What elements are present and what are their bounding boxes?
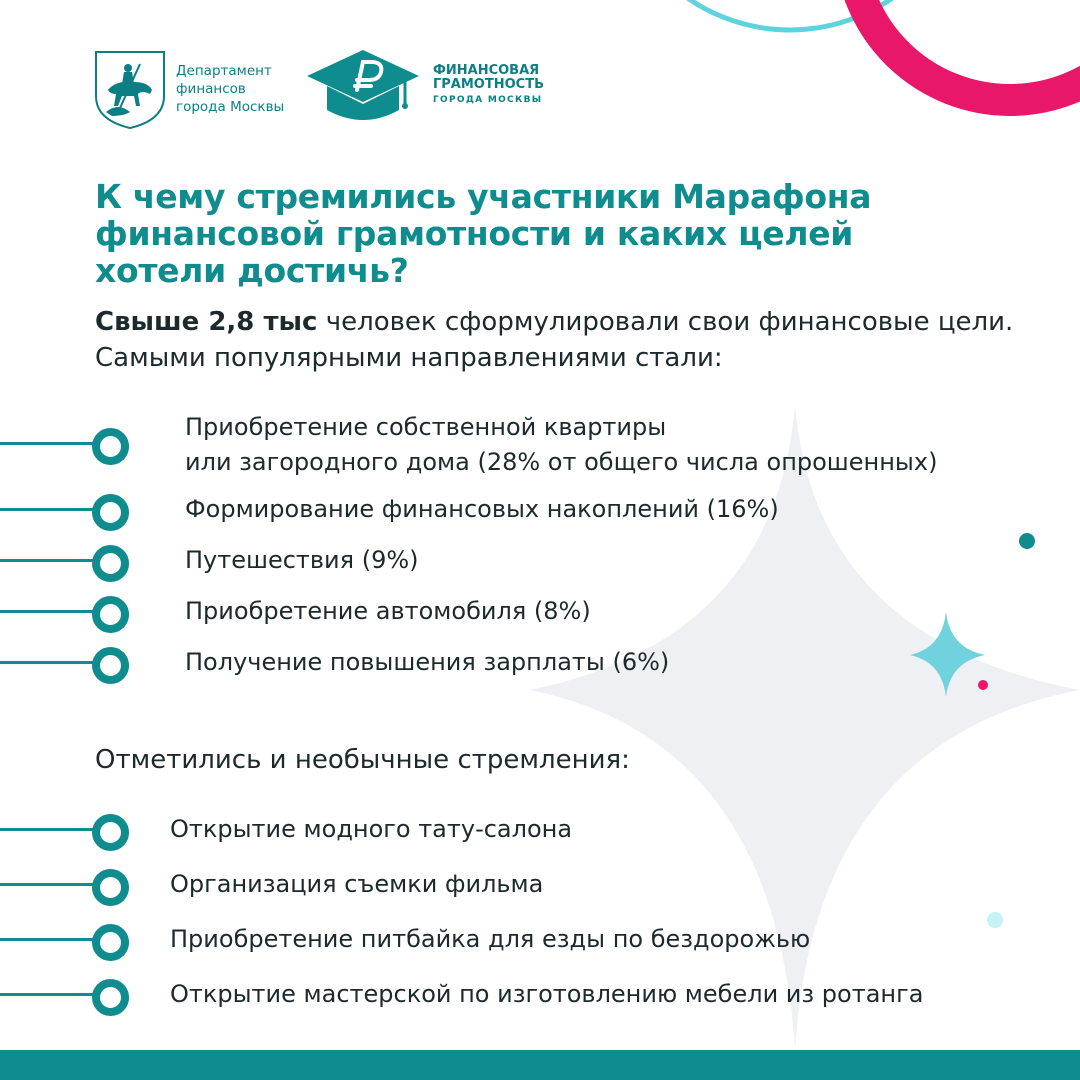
bullet-ring-icon	[92, 596, 129, 633]
dept-logo-text	[176, 62, 296, 116]
popular-goal-text: Приобретение автомобиля (8%)	[185, 597, 591, 625]
popular-goal-text	[185, 410, 937, 480]
unusual-goals-heading: Отметились и необычные стремления:	[95, 745, 630, 775]
teal-dot	[1019, 533, 1035, 549]
financial-literacy-logo	[305, 46, 565, 136]
unusual-goal-text: Открытие модного тату-салона	[170, 815, 573, 843]
graduation-cap-ruble-icon	[305, 46, 425, 136]
page-title: К чему стремились участники Марафона финансовой грамотности и каких целей хотели достичь?	[95, 177, 872, 290]
bullet-ring-icon	[92, 979, 129, 1016]
fg-logo-line3: ГОРОДА МОСКВЫ	[433, 95, 543, 105]
pink-ring-arc	[850, 0, 1080, 100]
bullet-line	[0, 828, 100, 831]
teal-ring-arc	[610, 0, 970, 30]
bullet-line	[0, 442, 100, 445]
intro-rest: человек сформулировали свои финансовые цели. Самыми популярными направлениями стали:	[95, 307, 1014, 373]
pink-dot	[978, 680, 988, 690]
bullet-line	[0, 938, 100, 941]
dept-logo-line1: Департамент	[176, 63, 272, 79]
bullet-ring-icon	[92, 647, 129, 684]
intro-paragraph	[95, 304, 1035, 376]
bullet-line	[0, 993, 100, 996]
unusual-goal-text: Организация съемки фильма	[170, 870, 544, 898]
moscow-coat-of-arms-icon	[94, 50, 166, 130]
bullet-line	[0, 610, 100, 613]
bullet-ring-icon	[92, 869, 129, 906]
fg-logo-line2: ГРАМОТНОСТЬ	[433, 77, 544, 92]
popular-goal-line1: Приобретение собственной квартиры	[185, 413, 667, 441]
unusual-goal-text: Открытие мастерской по изготовлению мебели из ротанга	[170, 980, 924, 1008]
bullet-ring-icon	[92, 494, 129, 531]
unusual-goal-text: Приобретение питбайка для езды по бездорожью	[170, 925, 811, 953]
bullet-line	[0, 559, 100, 562]
popular-goal-text: Путешествия (9%)	[185, 546, 419, 574]
bullet-ring-icon	[92, 924, 129, 961]
bullet-line	[0, 883, 100, 886]
bullet-line	[0, 508, 100, 511]
bullet-ring-icon	[92, 545, 129, 582]
bullet-line	[0, 661, 100, 664]
footer-bar	[0, 1050, 1080, 1080]
bullet-ring-icon	[92, 814, 129, 851]
bullet-ring-icon	[92, 428, 129, 465]
fg-logo-line1: ФИНАНСОВАЯ	[433, 63, 540, 78]
dept-logo-line2: финансов	[176, 81, 246, 97]
intro-highlight: Свыше 2,8 тыс	[95, 307, 318, 337]
popular-goal-line2: или загородного дома (28% от общего числа опрошенных)	[185, 448, 938, 476]
cyan-dot	[987, 912, 1003, 928]
popular-goal-text: Формирование финансовых накоплений (16%)	[185, 495, 779, 523]
dept-logo-line3: города Москвы	[176, 99, 285, 115]
popular-goal-text: Получение повышения зарплаты (6%)	[185, 648, 670, 676]
dept-finance-logo	[94, 50, 294, 130]
fg-logo-text	[433, 64, 573, 107]
